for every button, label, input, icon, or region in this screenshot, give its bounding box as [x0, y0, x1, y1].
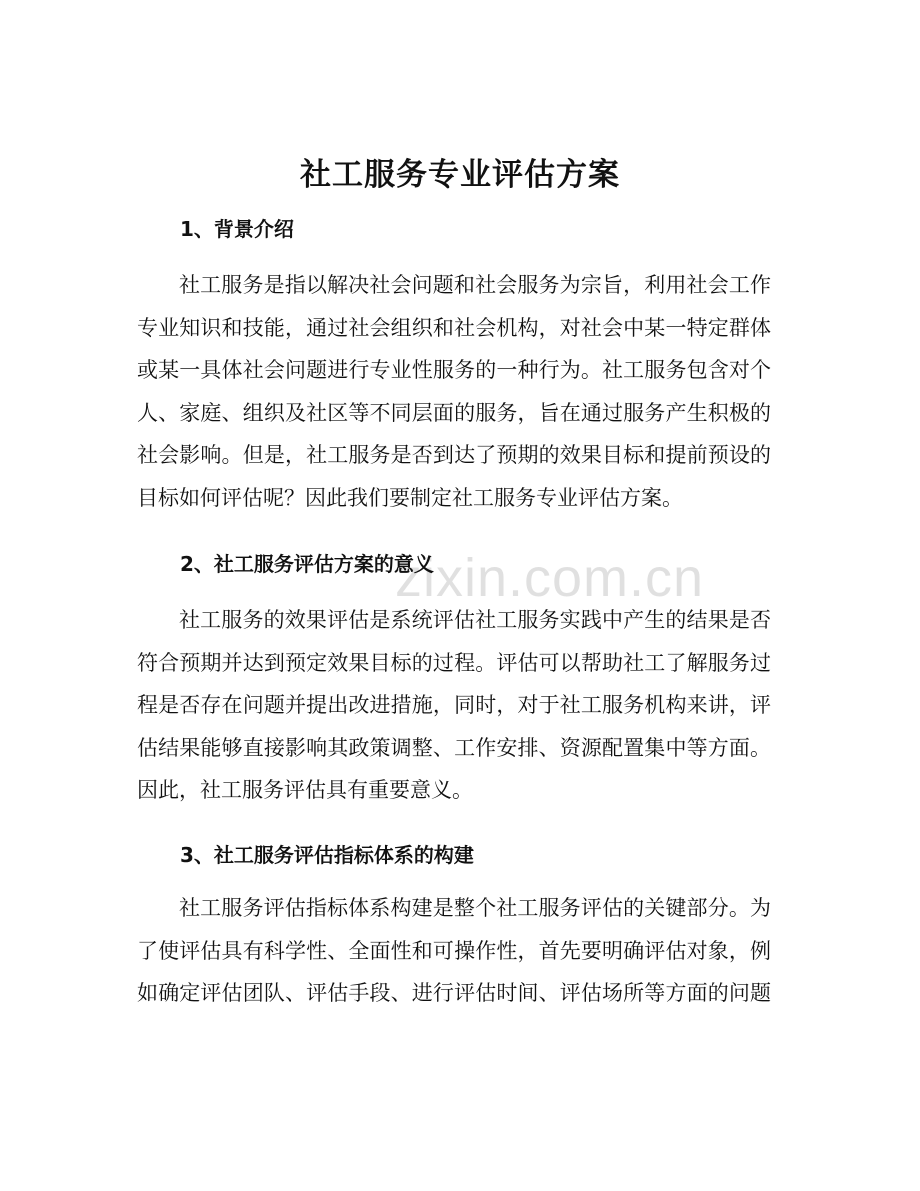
paragraph-line: 人、家庭、组织及社区等不同层面的服务，旨在通过服务产生积极的 — [137, 400, 771, 425]
paragraph-line: 目标如何评估呢？因此我们要制定社工服务专业评估方案。 — [137, 485, 683, 510]
section-heading-background: 1、背景介绍 — [180, 217, 294, 241]
paragraph-line: 社工服务的效果评估是系统评估社工服务实践中产生的结果是否 — [179, 608, 771, 632]
watermark: zixin.com.cn — [395, 548, 705, 608]
section-heading-indicator-system: 3、社工服务评估指标体系的构建 — [180, 843, 474, 867]
section-paragraph-background — [137, 264, 771, 520]
paragraph-line: 社工服务评估指标体系构建是整个社工服务评估的关键部分。为 — [179, 896, 771, 920]
section-heading-significance: 2、社工服务评估方案的意义 — [180, 552, 434, 576]
paragraph-line: 或某一具体社会问题进行专业性服务的一种行为。社工服务包含对个 — [137, 358, 771, 383]
paragraph-line: 估结果能够直接影响其政策调整、工作安排、资源配置集中等方面。 — [137, 735, 771, 760]
section-paragraph-significance — [137, 599, 771, 812]
paragraph-line: 符合预期并达到预定效果目标的过程。评估可以帮助社工了解服务过 — [137, 650, 771, 675]
paragraph-line: 因此，社工服务评估具有重要意义。 — [137, 778, 473, 803]
paragraph-line: 了使评估具有科学性、全面性和可操作性，首先要明确评估对象，例 — [137, 938, 771, 963]
paragraph-line: 社会影响。但是，社工服务是否到达了预期的效果目标和提前预设的 — [137, 443, 771, 468]
paragraph-line: 社工服务是指以解决社会问题和社会服务为宗旨，利用社会工作 — [179, 273, 771, 297]
section-paragraph-indicator-system — [137, 887, 771, 1015]
paragraph-line: 程是否存在问题并提出改进措施，同时，对于社工服务机构来讲，评 — [137, 693, 771, 718]
paragraph-line: 专业知识和技能，通过社会组织和社会机构，对社会中某一特定群体 — [137, 315, 771, 340]
paragraph-line: 如确定评估团队、评估手段、进行评估时间、评估场所等方面的问题 — [137, 981, 771, 1006]
document-title: 社工服务专业评估方案 — [300, 157, 620, 193]
